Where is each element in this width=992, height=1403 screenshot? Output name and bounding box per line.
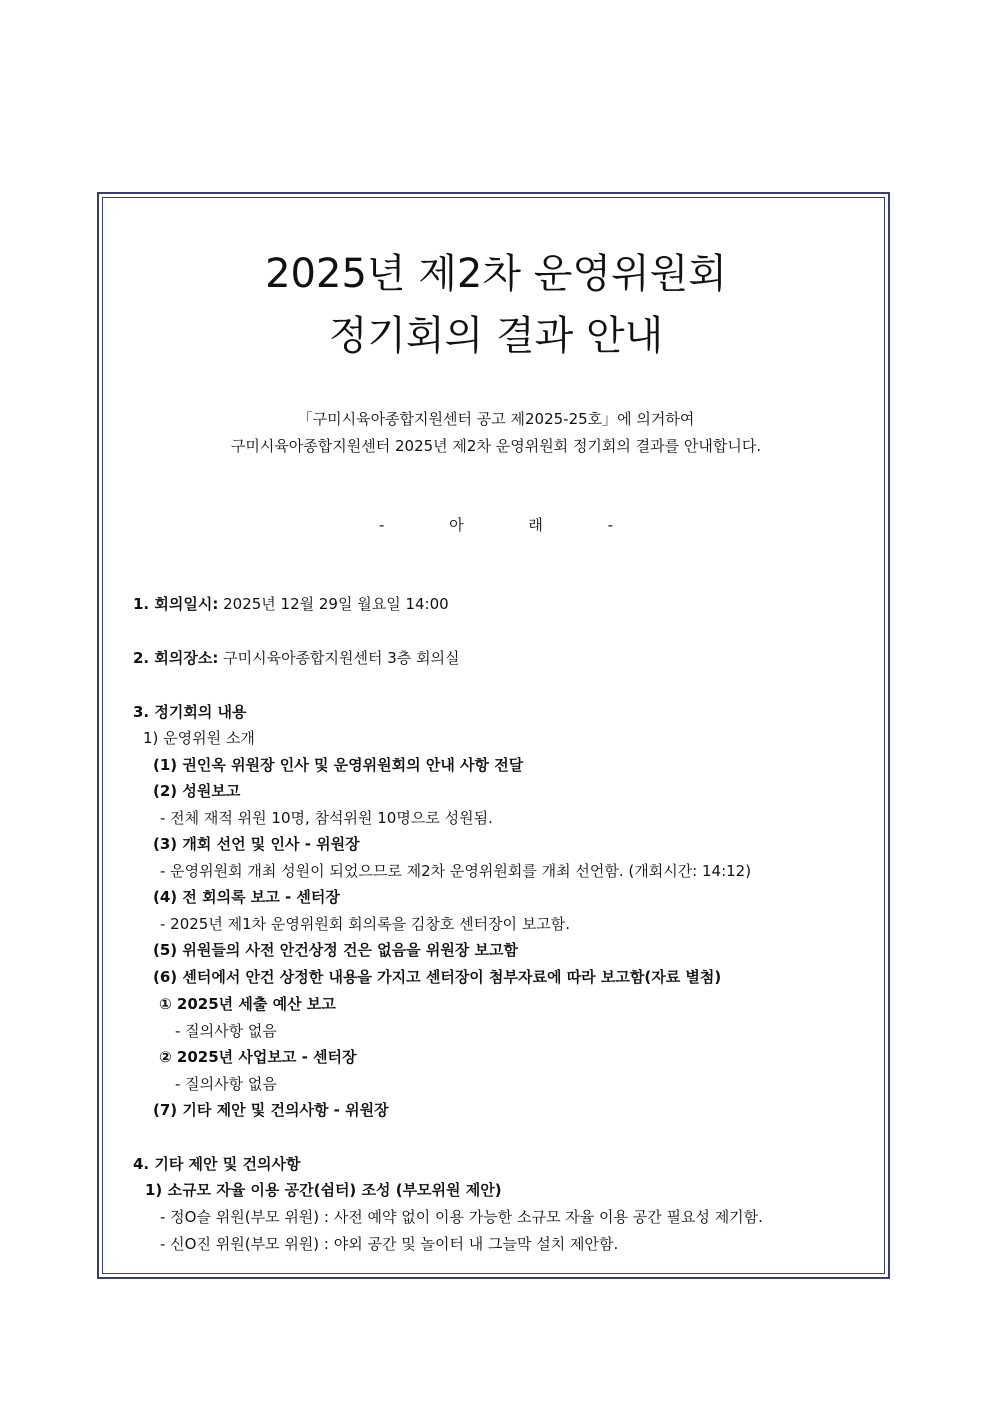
section-3-item7: (7) 기타 제안 및 건의사항 - 위원장 (153, 1101, 389, 1119)
section-2-value: 구미시육아종합지원센터 3층 회의실 (223, 649, 460, 667)
section-4-sub1: 1) 소규모 자율 이용 공간(쉼터) 조성 (부모위원 제안) (145, 1181, 502, 1199)
section-3-item5: (5) 위원들의 사전 안건상정 건은 없음을 위원장 보고함 (153, 941, 518, 959)
section-4-detail2: - 신O진 위원(부모 위원) : 야외 공간 및 놀이터 내 그늘막 설치 제안함. (160, 1235, 619, 1253)
section-3-item4-detail: - 2025년 제1차 운영위원회 회의록을 김창호 센터장이 보고함. (160, 915, 571, 933)
sub-heading: - 아 래 - (378, 516, 614, 534)
section-1 (133, 595, 449, 613)
section-2 (133, 649, 460, 667)
page-title-line2: 정기회의 결과 안내 (328, 313, 664, 359)
section-3-item3: (3) 개회 선언 및 인사 - 위원장 (153, 835, 360, 853)
section-1-label: 1. 회의일시: (133, 595, 219, 613)
section-3-item6-a: ① 2025년 세출 예산 보고 (159, 995, 336, 1013)
intro-line2: 구미시육아종합지원센터 2025년 제2차 운영위원회 정기회의 결과를 안내합니다. (230, 437, 762, 455)
section-3-item6-b-detail: - 질의사항 없음 (175, 1075, 277, 1093)
section-3-item4: (4) 전 회의록 보고 - 센터장 (153, 888, 340, 906)
section-3-item6-b: ② 2025년 사업보고 - 센터장 (159, 1048, 357, 1066)
section-4-title: 4. 기타 제안 및 건의사항 (133, 1155, 301, 1173)
intro-line1: 「구미시육아종합지원센터 공고 제2025-25호」에 의거하여 (297, 410, 695, 428)
section-4-detail1: - 정O슬 위원(부모 위원) : 사전 예약 없이 이용 가능한 소규모 자율 이용 공간 필요성 제기함. (160, 1208, 763, 1226)
section-3-item2: (2) 성원보고 (153, 782, 241, 800)
section-3-sub1: 1) 운영위원 소개 (143, 729, 255, 747)
section-3-item6-a-detail: - 질의사항 없음 (175, 1022, 277, 1040)
section-3-item3-detail: - 운영위원회 개최 성원이 되었으므로 제2차 운영위원회를 개최 선언함. (개회시간: 14:12) (160, 862, 752, 880)
section-3-item1: (1) 권인옥 위원장 인사 및 운영위원회의 안내 사항 전달 (153, 756, 524, 774)
section-3-title: 3. 정기회의 내용 (133, 703, 247, 721)
section-2-label: 2. 회의장소: (133, 649, 219, 667)
page-title-line1: 2025년 제2차 운영위원회 (265, 251, 727, 297)
section-3-item2-detail: - 전체 재적 위원 10명, 참석위원 10명으로 성원됨. (160, 809, 493, 827)
section-1-value: 2025년 12월 29일 월요일 14:00 (223, 595, 449, 613)
section-3-item6: (6) 센터에서 안건 상정한 내용을 가지고 센터장이 첨부자료에 따라 보고함(자료 별첨) (153, 968, 722, 986)
